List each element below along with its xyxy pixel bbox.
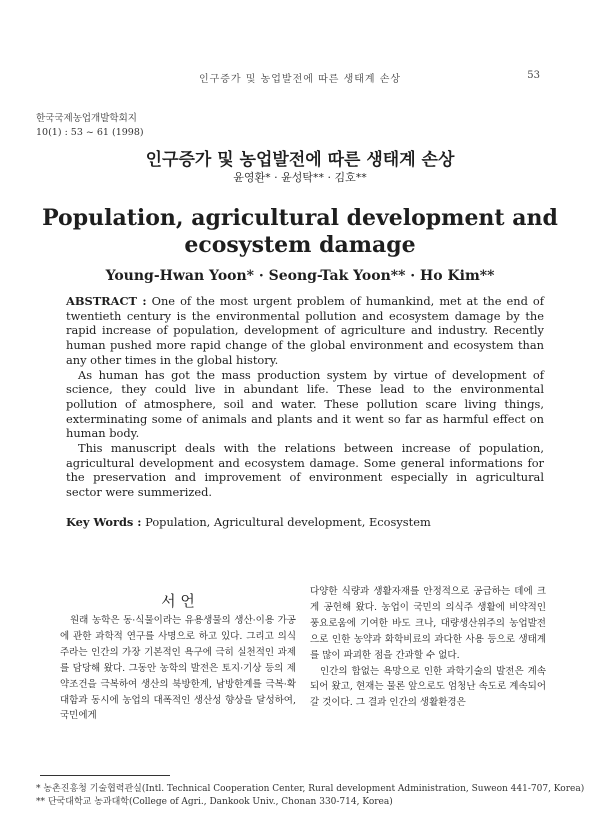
english-title-line2: ecosystem damage xyxy=(184,232,416,258)
journal-name: 한국국제농업개발학회지 xyxy=(36,113,137,124)
korean-authors: 윤영환* · 윤성탁** · 김호** xyxy=(233,171,367,184)
body-right-column xyxy=(310,584,546,711)
keywords-label: Key Words : xyxy=(66,515,142,529)
abstract-text-1: One of the most urgent problem of humankind, met at the end of twentieth century is the environmental pollution and ecosystem damage by the rapid increase of population, development of agriculture and industry. Recently human pushed more rapid change of the global environment and ecosystem than any other times in the global history. xyxy=(66,294,544,367)
abstract xyxy=(66,294,544,500)
keywords xyxy=(66,515,544,529)
page-number: 53 xyxy=(527,70,540,81)
abstract-paragraph xyxy=(66,294,544,368)
section-title-introduction: 서 언 xyxy=(161,592,195,610)
korean-title: 인구증가 및 농업발전에 따른 생태계 손상 xyxy=(145,150,455,170)
english-title xyxy=(0,205,600,259)
footnotes xyxy=(36,783,584,808)
abstract-label: ABSTRACT : xyxy=(66,294,147,308)
running-head: 인구증가 및 농업발전에 따른 생태계 손상 xyxy=(198,74,402,85)
body-left-column xyxy=(60,613,296,724)
body-paragraph: 인간의 합없는 욕망으로 인한 과학기술의 발전은 계속되어 왔고, 현재는 물론 앞으로도 엄청난 속도로 계속되어 갈 것이다. 그 결과 인간의 생활환경은 xyxy=(310,665,546,709)
journal-info xyxy=(36,112,144,140)
abstract-paragraph: This manuscript deals with the relations between increase of population, agricultural development and ecosystem damage. Some general informations for the preservation and improvement of environment especially in agricultural sector were summerized. xyxy=(66,441,544,500)
footnote-2: ** 단국대학교 농과대학(College of Agri., Dankook Univ., Chonan 330-714, Korea) xyxy=(36,796,393,807)
journal-citation: 10(1) : 53 ~ 61 (1998) xyxy=(36,127,144,138)
footnote-1: * 농촌진흥청 기술협력관실(Intl. Technical Cooperation Center, Rural development Administration, Suweon 441-707, Korea) xyxy=(36,784,585,794)
footnote-divider xyxy=(40,775,170,776)
body-paragraph: 원래 농학은 동·식물이라는 유용생물의 생산·이용 가공에 관한 과학적 연구를 사명으로 하고 있다. 그리고 의식주라는 인간의 가장 기본적인 욕구에 극히 실천적인 과제를 담당해 왔다. 그동안 농학의 발전은 토지·기상 등의 제약조건을 극복하여 생산의 북방한계, 남방한계를 극복·확대함과 동시에 농업의 대폭적인 생산성 향상을 달성하여, 국민에게 xyxy=(60,615,296,722)
english-title-line1: Population, agricultural development and xyxy=(42,205,558,231)
abstract-paragraph: As human has got the mass production system by virtue of development of science, they could live in abundant life. These lead to the environmental pollution of atmosphere, soil and water. These pollution scare living things, exterminating some of animals and plants and it went so far as harmful effect on human body. xyxy=(66,367,544,441)
keywords-text: Population, Agricultural development, Ecosystem xyxy=(145,515,431,529)
english-authors: Young-Hwan Yoon* · Seong-Tak Yoon** · Ho Kim** xyxy=(105,268,495,284)
body-paragraph: 다양한 식량과 생활자재를 안정적으로 공급하는 데에 크게 공헌해 왔다. 농업이 국민의 의식주 생활에 비약적인 풍요로움에 기여한 바도 크나, 대량생산위주의 농업발전으로 인한 농약과 화학비료의 과다한 사용 등으로 생태계를 많이 파괴한 점을 간과할 수 없다. xyxy=(310,586,546,661)
